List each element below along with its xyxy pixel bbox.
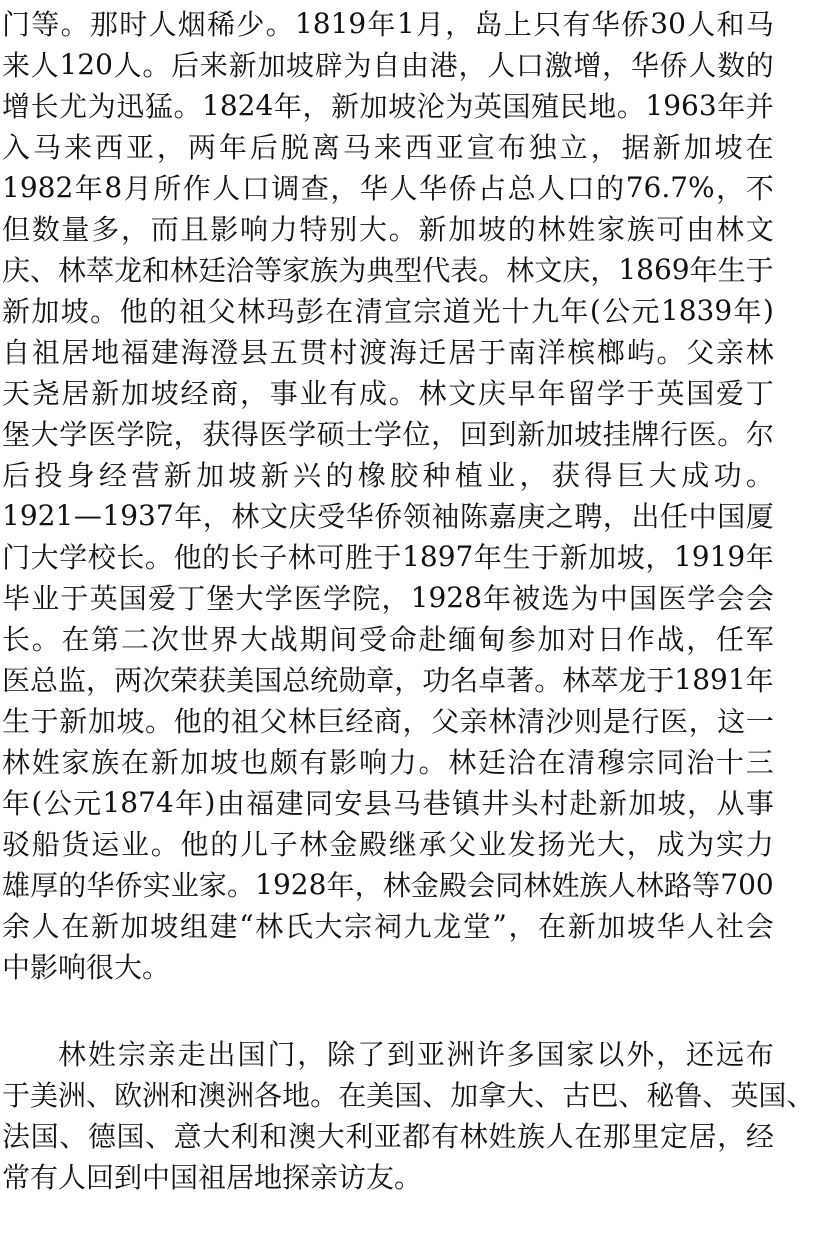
text-line: 年 ( 公 元 1874 年 ) 由 福 建 同 安 县 马 巷 镇 井 头 村 赴 新 加 坡 ， 从 事: [2, 785, 774, 820]
text-line: 新 加 坡 。 他 的 祖 父 林 玛 彭 在 清 宣 宗 道 光 十 九 年 ( 公 元 1839 年 ): [2, 293, 774, 328]
text-line: 余 人 在 新 加 坡 组 建 “ 林 氏 大 宗 祠 九 龙 堂 ” ， 在 新 加 坡 华 人 社 会: [2, 908, 774, 943]
text-line: 生 于 新 加 坡 。 他 的 祖 父 林 巨 经 商 ， 父 亲 林 清 沙 则 是 行 医 ， 这 一: [2, 705, 774, 738]
text-line: 门 大 学 校 长 。 他 的 长 子 林 可 胜 于 1897 年 生 于 新 加 坡 ， 1919 年: [2, 539, 774, 574]
text-line: 医 总 监 ， 两 次 荣 获 美 国 总 统 勋 章 ， 功 名 卓 著 。 林 萃 龙 于 1891 年: [2, 662, 774, 697]
text-line: 门 等 。 那 时 人 烟 稀 少 。 1819 年 1 月 ， 岛 上 只 有 华 侨 30 人 和 马: [2, 6, 774, 41]
text-line: 林 姓 宗 亲 走 出 国 门 ， 除 了 到 亚 洲 许 多 国 家 以 外 ， 还 远 布: [58, 1038, 774, 1071]
text-line: 常有人回到中国祖居地探亲访友。: [2, 1161, 423, 1194]
text-line: 后 投 身 经 营 新 加 坡 新 兴 的 橡 胶 种 植 业 ， 获 得 巨 大 成 功 。: [2, 459, 774, 492]
text-line: 1982 年 8 月 所 作 人 口 调 查 ， 华 人 华 侨 占 总 人 口 的 76.7% ， 不: [2, 170, 774, 205]
text-line: 庆 、 林 萃 龙 和 林 廷 洽 等 家 族 为 典 型 代 表 。 林 文 庆 ， 1869 年 生 于: [2, 252, 774, 287]
text-line: 林 姓 家 族 在 新 加 坡 也 颇 有 影 响 力 。 林 廷 洽 在 清 穆 宗 同 治 十 三: [2, 746, 774, 779]
text-line: 增 长 尤 为 迅 猛 。 1824 年 ， 新 加 坡 沦 为 英 国 殖 民 地 。 1963 年 并: [2, 88, 774, 123]
text-line: 雄 厚 的 华 侨 实 业 家 。 1928 年 ， 林 金 殿 会 同 林 姓 族 人 林 路 等 700: [2, 867, 774, 902]
text-line: 中影响很大。: [2, 951, 171, 984]
text-line: 于 美 洲 、 欧 洲 和 澳 洲 各 地 。 在 美 国 、 加 拿 大 、 古 巴 、 秘 鲁 、 英 国 、: [2, 1079, 814, 1112]
text-line: 堡 大 学 医 学 院 ， 获 得 医 学 硕 士 学 位 ， 回 到 新 加 坡 挂 牌 行 医 。 尔: [2, 418, 774, 451]
text-line: 天 尧 居 新 加 坡 经 商 ， 事 业 有 成 。 林 文 庆 早 年 留 学 于 英 国 爱 丁: [2, 377, 774, 410]
text-line: 入 马 来 西 亚 ， 两 年 后 脱 离 马 来 西 亚 宣 布 独 立 ， 据 新 加 坡 在: [2, 131, 774, 164]
text-line: 1921 — 1937 年 ， 林 文 庆 受 华 侨 领 袖 陈 嘉 庚 之 聘 ， 出 任 中 国 厦: [2, 498, 774, 533]
text-line: 毕 业 于 英 国 爱 丁 堡 大 学 医 学 院 ， 1928 年 被 选 为 中 国 医 学 会 会: [2, 580, 774, 615]
text-line: 自 祖 居 地 福 建 海 澄 县 五 贯 村 渡 海 迁 居 于 南 洋 槟 榔 屿 。 父 亲 林: [2, 336, 774, 369]
text-line: 法 国 、 德 国 、 意 大 利 和 澳 大 利 亚 都 有 林 姓 族 人 在 那 里 定 居 ， 经: [2, 1120, 774, 1153]
text-line: 长 。 在 第 二 次 世 界 大 战 期 间 受 命 赴 缅 甸 参 加 对 日 作 战 ， 任 军: [2, 623, 774, 656]
text-line: 来 人 120 人 。 后 来 新 加 坡 辟 为 自 由 港 ， 人 口 激 增 ， 华 侨 人 数 的: [2, 47, 774, 82]
text-line: 驳 船 货 运 业 。 他 的 儿 子 林 金 殿 继 承 父 业 发 扬 光 大 ， 成 为 实 力: [2, 828, 774, 861]
text-line: 但 数 量 多 ， 而 且 影 响 力 特 别 大 。 新 加 坡 的 林 姓 家 族 可 由 林 文: [2, 213, 774, 246]
